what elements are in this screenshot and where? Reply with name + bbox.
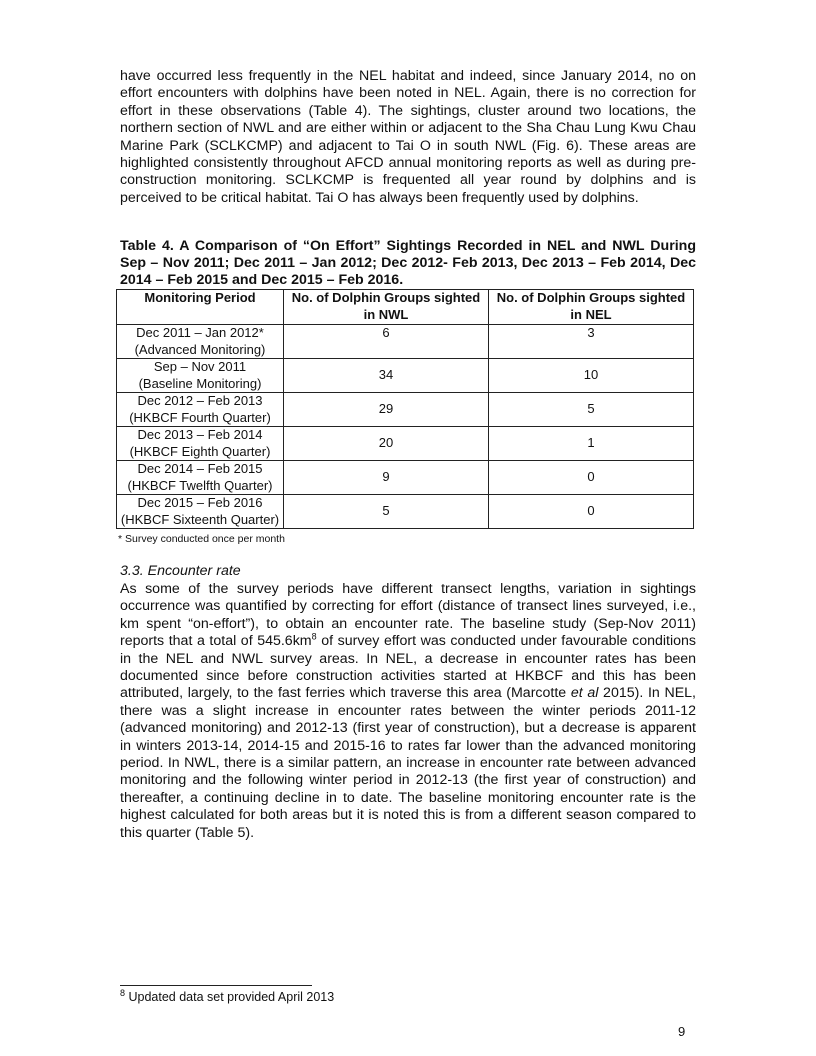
page-number: 9 xyxy=(678,1024,686,1039)
paragraph-text: As some of the survey periods have different transect lengths, variation in sightings occurrence was quantified by correcting for effort (distance of transect lines surveyed, i.e., km spent “on-effort”), to obtain an encounter rate. The baseline study (Sep-Nov 2011) reports that a total of 545.6km xyxy=(120,581,696,650)
column-header-period: Monitoring Period xyxy=(117,290,284,325)
period-cell xyxy=(117,495,284,529)
period-cell xyxy=(117,325,284,359)
nel-cell: 0 xyxy=(489,461,694,495)
section-heading: 3.3. Encounter rate xyxy=(120,563,241,579)
intro-paragraph: have occurred less frequently in the NEL habitat and indeed, since January 2014, no on effort encounters with dolphins have been noted in NEL. Again, there is no correction for effort in these observations (Table 4). The sightings, cluster around two locations, the northern section of NWL and are either within or adjacent to the Sha Chau Lung Kwu Chau Marine Park (SCLKCMP) and adjacent to Tai O in south NWL (Fig. 6). These areas are highlighted consistently throughout AFCD annual monitoring reports as well as during pre- construction monitoring. SCLKCMP is frequented all year round by dolphins and is perceived to be critical habitat. Tai O has always been frequently used by dolphins. xyxy=(120,68,696,206)
period-phase: (HKBCF Eighth Quarter) xyxy=(129,443,271,459)
column-header-nel: No. of Dolphin Groups sighted in NEL xyxy=(489,290,694,325)
period-dates: Dec 2014 – Feb 2015 xyxy=(137,461,263,476)
period-phase: (HKBCF Twelfth Quarter) xyxy=(127,477,273,493)
table-row xyxy=(117,495,694,529)
table-note: * Survey conducted once per month xyxy=(118,533,285,545)
period-cell xyxy=(117,393,284,427)
nwl-cell: 5 xyxy=(284,495,489,529)
period-cell xyxy=(117,427,284,461)
encounter-rate-paragraph xyxy=(120,581,696,842)
period-dates: Dec 2015 – Feb 2016 xyxy=(137,495,263,510)
nel-cell: 3 xyxy=(489,325,694,359)
nwl-cell: 20 xyxy=(284,427,489,461)
footnote xyxy=(120,987,335,1004)
period-dates: Dec 2012 – Feb 2013 xyxy=(137,393,263,408)
period-dates: Dec 2013 – Feb 2014 xyxy=(137,427,263,442)
period-dates: Sep – Nov 2011 xyxy=(153,359,247,374)
period-phase: (Baseline Monitoring) xyxy=(138,375,262,391)
table-header-row xyxy=(117,290,694,325)
table-row xyxy=(117,359,694,393)
period-dates: Dec 2011 – Jan 2012* xyxy=(136,325,264,340)
paragraph-text: 2015). In NEL, there was a slight increase in encounter rates between the winter periods 2011-12 (advanced monitoring) and 2012-13 (first year of construction), but a decrease is apparent in winters 2013-14, 2014-15 and 2015-16 to rates far lower than the advanced monitoring period. In NWL, there is a similar pattern, an increase in encounter rate between advanced monitoring and the following winter period in 2012-13 (the first year of construction) and thereafter, a continuing decline in to date. The baseline monitoring encounter rate is the highest calculated for both areas but it is noted this is from a different season compared to this quarter (Table 5). xyxy=(120,685,696,841)
period-phase: (HKBCF Fourth Quarter) xyxy=(129,409,271,425)
table-row xyxy=(117,427,694,461)
period-phase: (HKBCF Sixteenth Quarter) xyxy=(120,511,280,527)
period-cell xyxy=(117,359,284,393)
paragraph-text: of survey effort was conducted under favourable conditions in the NEL and NWL survey areas. In NEL, a decrease in encounter rates has been documented since before construction activities started at HKBCF and this has been attributed, largely, to the fast ferries which traverse this area (Marcotte xyxy=(120,633,697,702)
period-phase: (Advanced Monitoring) xyxy=(134,341,266,357)
citation-italic: et al xyxy=(570,685,599,702)
footnote-text: Updated data set provided April 2013 xyxy=(125,990,335,1004)
nwl-cell: 34 xyxy=(284,359,489,393)
column-header-nwl: No. of Dolphin Groups sighted in NWL xyxy=(284,290,489,325)
nwl-cell: 29 xyxy=(284,393,489,427)
period-cell xyxy=(117,461,284,495)
sightings-table xyxy=(116,289,694,529)
footnote-marker: 8 xyxy=(120,987,126,998)
nel-cell: 5 xyxy=(489,393,694,427)
footnote-divider xyxy=(120,985,312,986)
nwl-cell: 9 xyxy=(284,461,489,495)
nel-cell: 0 xyxy=(489,495,694,529)
footnote-reference: 8 xyxy=(311,631,317,642)
nwl-cell: 6 xyxy=(284,325,489,359)
table-row xyxy=(117,393,694,427)
nel-cell: 1 xyxy=(489,427,694,461)
nel-cell: 10 xyxy=(489,359,694,393)
table-caption: Table 4. A Comparison of “On Effort” Sightings Recorded in NEL and NWL During Sep – Nov 2011; Dec 2011 – Jan 2012; Dec 2012- Feb 2013, Dec 2013 – Feb 2014, Dec 2014 – Feb 2015 and Dec 2015 – Feb 2016. xyxy=(120,238,696,288)
table-row xyxy=(117,461,694,495)
table-row xyxy=(117,325,694,359)
